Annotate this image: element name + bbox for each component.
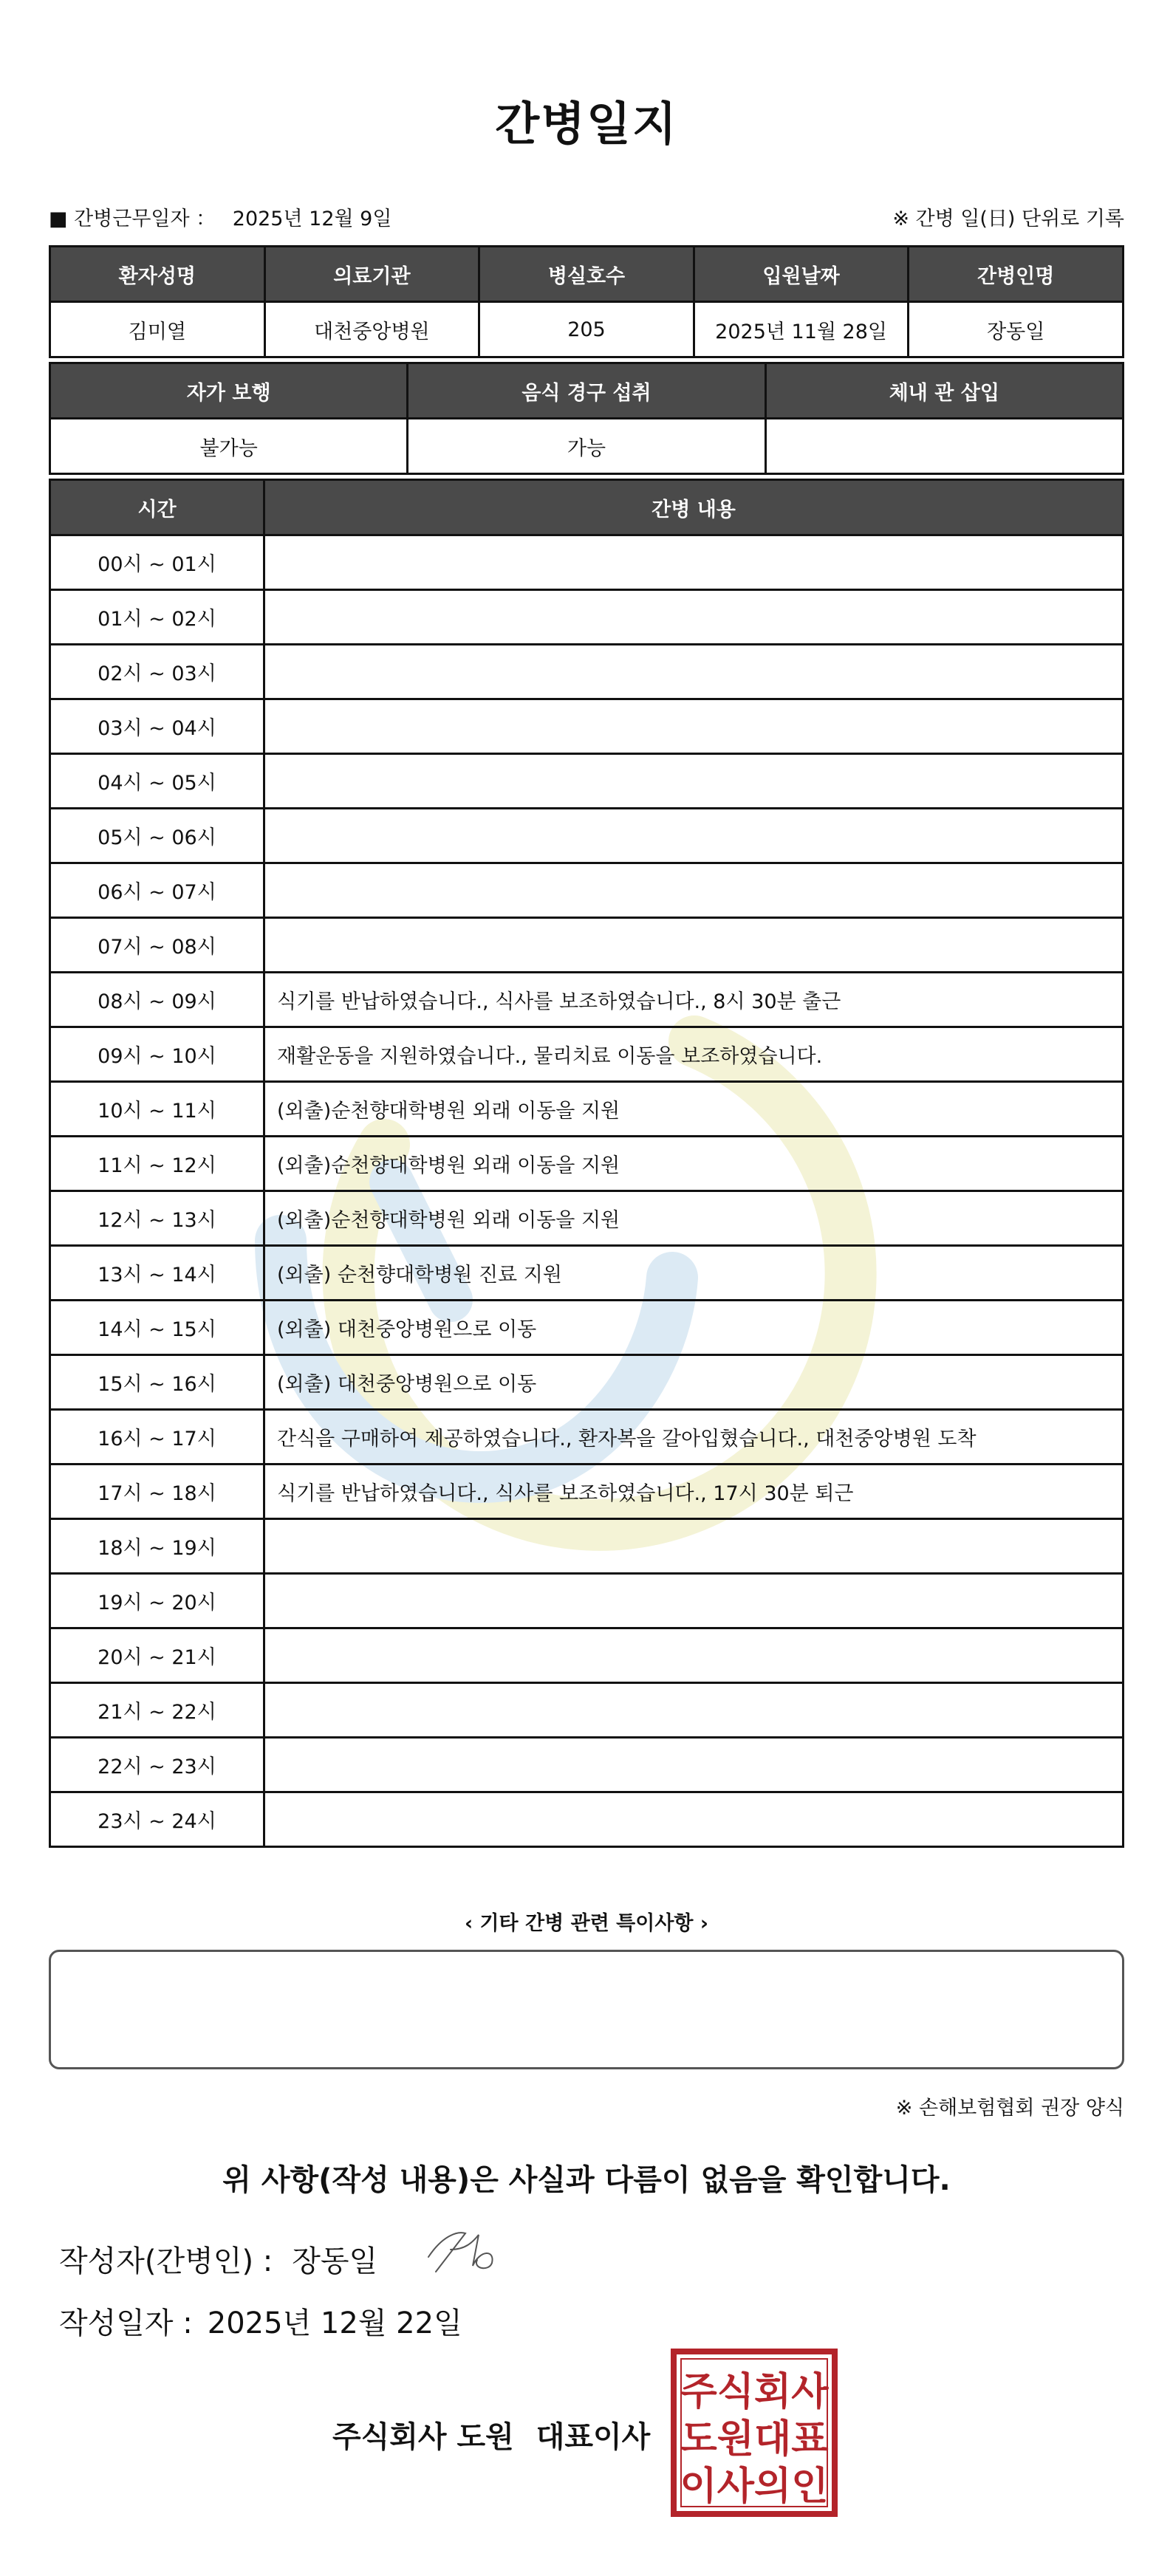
work-date <box>49 202 391 231</box>
writer-name: 장동일 <box>292 2244 378 2278</box>
log-row <box>50 1301 1124 1355</box>
patient-status-table <box>49 362 1124 475</box>
seal-line-2: 도원대표 <box>680 2417 829 2462</box>
work-date-value: 2025년 12월 9일 <box>232 208 392 230</box>
log-row <box>50 1738 1124 1792</box>
company-seal <box>669 2347 839 2518</box>
log-content <box>264 699 1124 754</box>
company-name: 주식회사 도원 <box>332 2420 514 2454</box>
log-time: 22시 ~ 23시 <box>50 1738 264 1792</box>
log-row <box>50 590 1124 645</box>
log-content: 재활운동을 지원하였습니다., 물리치료 이동을 보조하였습니다. <box>264 1027 1124 1082</box>
log-content: 식기를 반납하였습니다., 식사를 보조하였습니다., 8시 30분 출근 <box>264 973 1124 1027</box>
log-row <box>50 1792 1124 1847</box>
header-hospital: 의료기관 <box>264 247 479 302</box>
log-content <box>264 863 1124 918</box>
header-room-number: 병실호수 <box>479 247 694 302</box>
header-care-content: 간병 내용 <box>264 480 1124 535</box>
hospital: 대천중앙병원 <box>264 302 479 357</box>
special-notes-title: ‹ 기타 간병 관련 특이사항 › <box>464 1912 709 1935</box>
header-tube-insertion: 체내 관 삽입 <box>765 363 1123 419</box>
company-line <box>332 2414 650 2456</box>
log-time: 19시 ~ 20시 <box>50 1574 264 1628</box>
log-row <box>50 809 1124 863</box>
log-time: 04시 ~ 05시 <box>50 754 264 809</box>
log-content <box>264 1738 1124 1792</box>
written-date-label: 작성일자 : <box>59 2306 193 2340</box>
log-time: 01시 ~ 02시 <box>50 590 264 645</box>
tube-insertion <box>765 419 1123 474</box>
log-time: 03시 ~ 04시 <box>50 699 264 754</box>
header-self-walking: 자가 보행 <box>50 363 408 419</box>
log-time: 17시 ~ 18시 <box>50 1465 264 1519</box>
log-content: (외출)순천향대학병원 외래 이동을 지원 <box>264 1191 1124 1246</box>
log-time: 05시 ~ 06시 <box>50 809 264 863</box>
log-time: 08시 ~ 09시 <box>50 973 264 1027</box>
admission-date: 2025년 11월 28일 <box>694 302 909 357</box>
log-time: 06시 ~ 07시 <box>50 863 264 918</box>
log-row <box>50 1355 1124 1410</box>
log-time: 09시 ~ 10시 <box>50 1027 264 1082</box>
log-row <box>50 1082 1124 1137</box>
log-content: 식기를 반납하였습니다., 식사를 보조하였습니다., 17시 30분 퇴근 <box>264 1465 1124 1519</box>
header-admission-date: 입원날짜 <box>694 247 909 302</box>
log-content <box>264 1519 1124 1574</box>
oral-intake: 가능 <box>408 419 765 474</box>
header-time: 시간 <box>50 480 264 535</box>
header-patient-name: 환자성명 <box>50 247 265 302</box>
log-row <box>50 535 1124 590</box>
log-row <box>50 1410 1124 1465</box>
log-time: 07시 ~ 08시 <box>50 918 264 973</box>
log-content: (외출) 대천중앙병원으로 이동 <box>264 1355 1124 1410</box>
log-content <box>264 590 1124 645</box>
company-rep: 대표이사 <box>536 2420 651 2454</box>
log-row <box>50 645 1124 699</box>
log-time: 11시 ~ 12시 <box>50 1137 264 1191</box>
care-log-table <box>49 479 1124 1848</box>
written-date-value: 2025년 12월 22일 <box>207 2306 462 2340</box>
log-row <box>50 1628 1124 1683</box>
log-time: 10시 ~ 11시 <box>50 1082 264 1137</box>
log-time: 00시 ~ 01시 <box>50 535 264 590</box>
log-content <box>264 645 1124 699</box>
log-time: 16시 ~ 17시 <box>50 1410 264 1465</box>
confirmation-statement: 위 사항(작성 내용)은 사실과 다름이 없음을 확인합니다. <box>222 2163 951 2197</box>
log-content: 간식을 구매하여 제공하였습니다., 환자복을 갈아입혔습니다., 대천중앙병원 도착 <box>264 1410 1124 1465</box>
log-row <box>50 1519 1124 1574</box>
patient-name: 김미열 <box>50 302 265 357</box>
log-row <box>50 973 1124 1027</box>
log-content <box>264 1574 1124 1628</box>
seal-line-1: 주식회사 <box>680 2370 829 2414</box>
written-date-line <box>59 2300 462 2342</box>
log-content: (외출)순천향대학병원 외래 이동을 지원 <box>264 1082 1124 1137</box>
writer-line <box>59 2238 377 2280</box>
log-content <box>264 754 1124 809</box>
log-time: 20시 ~ 21시 <box>50 1628 264 1683</box>
log-row <box>50 1683 1124 1738</box>
log-content: (외출) 대천중앙병원으로 이동 <box>264 1301 1124 1355</box>
log-content <box>264 1683 1124 1738</box>
log-row <box>50 1191 1124 1246</box>
log-time: 12시 ~ 13시 <box>50 1191 264 1246</box>
log-time: 02시 ~ 03시 <box>50 645 264 699</box>
log-row <box>50 1027 1124 1082</box>
kfi-note: ※ 손해보험협회 권장 양식 <box>895 2097 1124 2120</box>
seal-line-3: 이사의인 <box>680 2464 829 2509</box>
page-title: 간병일지 <box>495 97 678 151</box>
self-walking: 불가능 <box>50 419 408 474</box>
signature <box>421 2227 510 2279</box>
log-time: 23시 ~ 24시 <box>50 1792 264 1847</box>
room-number: 205 <box>479 302 694 357</box>
log-row <box>50 1137 1124 1191</box>
header-caregiver-name: 간병인명 <box>909 247 1124 302</box>
record-note: ※ 간병 일(日) 단위로 기록 <box>892 208 1124 230</box>
log-content <box>264 1628 1124 1683</box>
log-row <box>50 918 1124 973</box>
log-content: (외출)순천향대학병원 외래 이동을 지원 <box>264 1137 1124 1191</box>
log-time: 13시 ~ 14시 <box>50 1246 264 1301</box>
writer-label: 작성자(간병인) : <box>59 2244 273 2278</box>
log-row <box>50 1465 1124 1519</box>
log-content <box>264 1792 1124 1847</box>
log-row <box>50 1246 1124 1301</box>
log-row <box>50 863 1124 918</box>
work-date-label: ■ 간병근무일자 ： <box>49 208 216 230</box>
log-row <box>50 699 1124 754</box>
log-time: 14시 ~ 15시 <box>50 1301 264 1355</box>
log-content <box>264 918 1124 973</box>
caregiver-name: 장동일 <box>909 302 1124 357</box>
log-time: 15시 ~ 16시 <box>50 1355 264 1410</box>
log-content <box>264 809 1124 863</box>
log-row <box>50 754 1124 809</box>
log-content <box>264 535 1124 590</box>
log-time: 21시 ~ 22시 <box>50 1683 264 1738</box>
log-row <box>50 1574 1124 1628</box>
patient-info-table <box>49 245 1124 358</box>
header-oral-intake: 음식 경구 섭취 <box>408 363 765 419</box>
special-notes-box <box>49 1950 1124 2069</box>
log-time: 18시 ~ 19시 <box>50 1519 264 1574</box>
log-content: (외출) 순천향대학병원 진료 지원 <box>264 1246 1124 1301</box>
